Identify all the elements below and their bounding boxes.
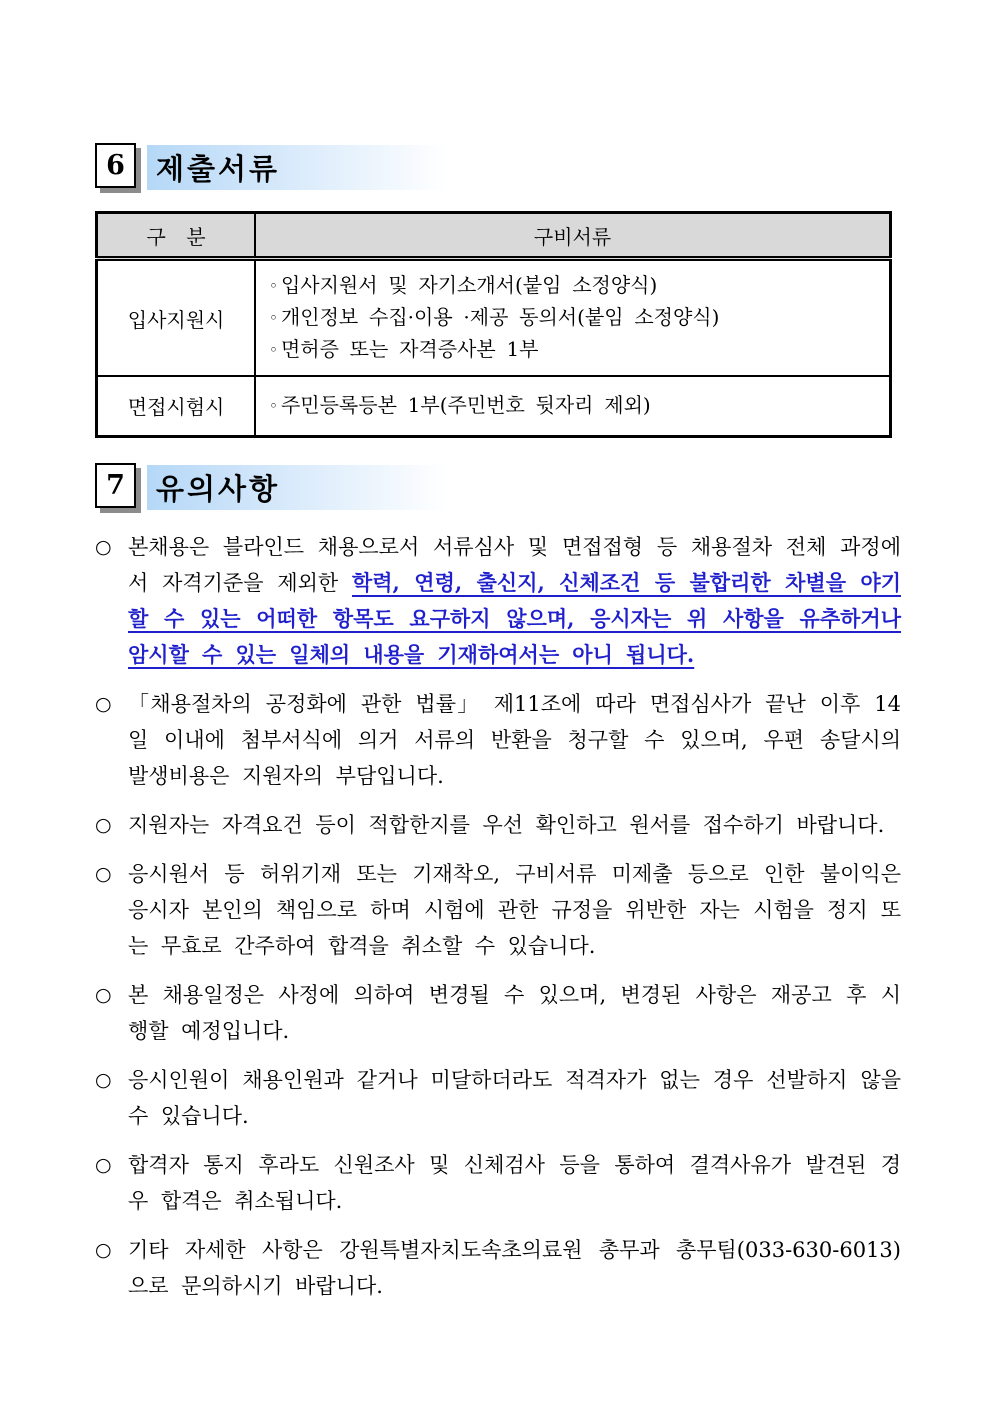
notice-text [128,529,901,673]
document-item [269,334,881,366]
section-title: 제출서류 [156,152,281,186]
notice-item [95,1147,901,1219]
notice-text: 「채용절차의 공정화에 관한 법률」 제11조에 따라 면접심사가 끝난 이후 14일 이내에 첨부서식에 의거 서류의 반환을 청구할 수 있으며, 우편 송달시의 발생비용은 지원자의 부담입니다. [128,691,901,788]
section-number: 6 [106,150,125,181]
document-item-text: 입사지원서 및 자기소개서(붙임 소정양식) [280,273,658,297]
document-item [269,390,881,422]
notice-text: 합격자 통지 후라도 신원조사 및 신체검사 등을 통하여 결격사유가 발견된 경우 합격은 취소됩니다. [128,1152,901,1213]
section-number-box [95,463,136,508]
notices-list [95,529,901,1304]
circle-bullet-icon: ○ [95,692,112,715]
table-header-row [97,213,891,259]
small-circle-bullet-icon: ◦ [269,309,278,327]
notice-text: 지원자는 자격요건 등이 적합한지를 우선 확인하고 원서를 접수하기 바랍니다. [128,812,885,837]
notice-text-highlight: 학력, 연령, 출신지, 신체조건 등 불합리한 차별을 야기할 수 있는 어떠한 항목도 요구하지 않으며, 응시자는 위 사항을 유추하거나 암시할 수 있는 일체의 내용을 기재하여서는 아니 됩니다. [128,569,901,667]
notice-text: 기타 자세한 사항은 강원특별자치도속초의료원 총무과 총무팀(033-630-6013)으로 문의하시기 바랍니다. [128,1237,901,1298]
table-row [97,259,891,377]
section-title-bar [147,465,447,510]
document-item-text: 주민등록등본 1부(주민번호 뒷자리 제외) [280,392,651,417]
circle-bullet-icon: ○ [95,1068,112,1091]
column-header-category: 구 분 [97,213,256,259]
notice-item [95,1232,901,1304]
row-category: 입사지원시 [97,259,256,377]
section-header-notes [95,463,901,510]
row-category: 면접시험시 [127,395,225,420]
circle-bullet-icon: ○ [95,862,112,885]
document-item [269,270,881,302]
row-documents [255,259,890,377]
small-circle-bullet-icon: ◦ [269,341,278,359]
row-documents [255,376,890,436]
small-circle-bullet-icon: ◦ [269,396,278,415]
section-title-bar [147,145,447,190]
notice-item [95,807,901,843]
notice-text-plain: 본채용은 블라인드 채용으로서 서류심사 및 면접접형 등 채용절차 전체 과정에서 자격기준을 제외한 [128,534,901,595]
document-item-text: 개인정보 수집·이용 ·제공 동의서(붙임 소정양식) [280,305,720,329]
small-circle-bullet-icon: ◦ [269,277,278,295]
table-row [97,376,891,436]
notice-item [95,1062,901,1134]
section-number-box [95,143,136,188]
notice-item [95,529,901,673]
document-item [269,302,881,334]
notice-item [95,686,901,794]
documents-table [95,211,892,438]
circle-bullet-icon: ○ [95,983,112,1006]
document-item-text: 면허증 또는 자격증사본 1부 [280,337,539,361]
notice-text: 본 채용일정은 사정에 의하여 변경될 수 있으며, 변경된 사항은 재공고 후 시행할 예정입니다. [128,982,901,1043]
section-number: 7 [106,469,125,501]
document-content [95,143,901,1317]
section-title: 유의사항 [156,471,281,506]
notice-text: 응시인원이 채용인원과 같거나 미달하더라도 적격자가 없는 경우 선발하지 않을 수 있습니다. [128,1067,901,1128]
notice-item [95,856,901,964]
notice-text: 응시원서 등 허위기재 또는 기재착오, 구비서류 미제출 등으로 인한 불이익은 응시자 본인의 책임으로 하며 시험에 관한 규정을 위반한 자는 시험을 정지 또는 무효로 간주하여 합격을 취소할 수 있습니다. [128,861,901,958]
circle-bullet-icon: ○ [95,1153,112,1176]
column-header-documents: 구비서류 [255,213,890,259]
circle-bullet-icon: ○ [95,813,112,836]
circle-bullet-icon: ○ [95,535,112,558]
section-header-submission [95,143,901,190]
notice-item [95,977,901,1049]
circle-bullet-icon: ○ [95,1238,112,1261]
